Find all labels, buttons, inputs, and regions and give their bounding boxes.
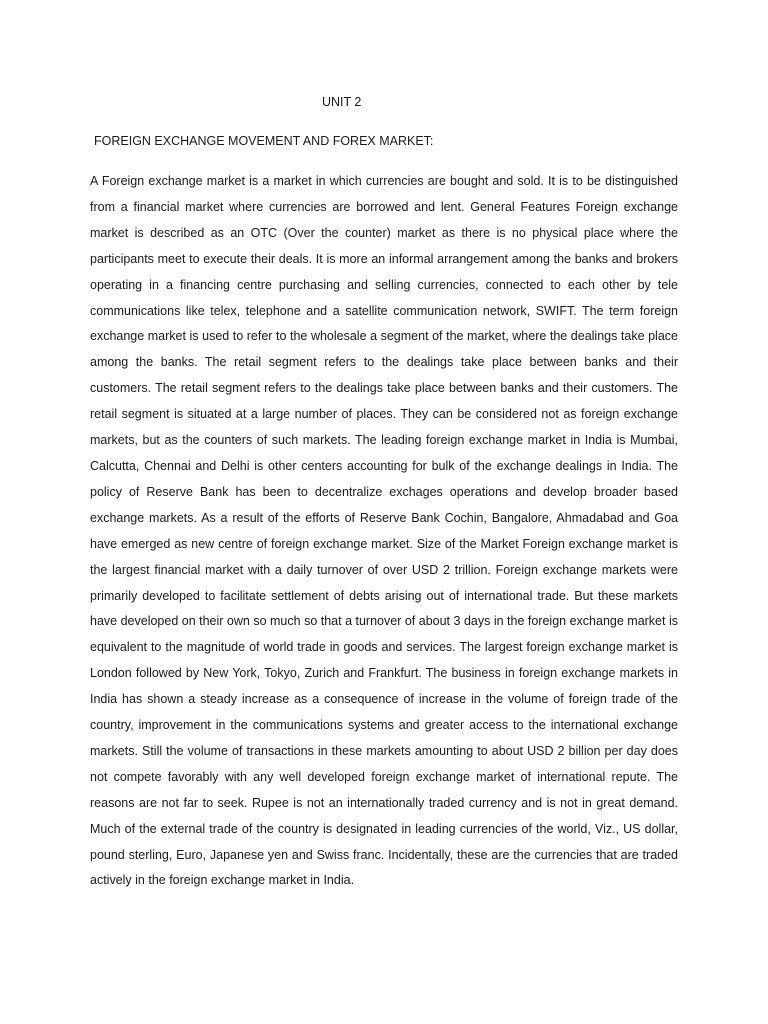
unit-title: UNIT 2 — [322, 95, 362, 109]
section-heading: FOREIGN EXCHANGE MOVEMENT AND FOREX MARKET: — [94, 134, 434, 148]
body-paragraph: A Foreign exchange market is a market in which currencies are bought and sold. It is to be distinguished from a financial market where currencies are borrowed and lent. General Features Foreign exchange market is described as an OTC (Over the counter) market as there is no physical place where the participants meet to execute their deals. It is more an informal arrangement among the banks and brokers operating in a financing centre purchasing and selling currencies, connected to each other by tele communications like telex, telephone and a satellite communication network, SWIFT. The term foreign exchange market is used to refer to the wholesale a segment of the market, where the dealings take place among the banks. The retail segment refers to the dealings take place between banks and their customers. The retail segment refers to the dealings take place between banks and their customers. The retail segment is situated at a large number of places. They can be considered not as foreign exchange markets, but as the counters of such markets. The leading foreign exchange market in India is Mumbai, Calcutta, Chennai and Delhi is other centers accounting for bulk of the exchange dealings in India. The policy of Reserve Bank has been to decentralize exchages operations and develop broader based exchange markets. As a result of the efforts of Reserve Bank Cochin, Bangalore, Ahmadabad and Goa have emerged as new centre of foreign exchange market. Size of the Market Foreign exchange market is the largest financial market with a daily turnover of over USD 2 trillion. Foreign exchange markets were primarily developed to facilitate settlement of debts arising out of international trade. But these markets have developed on their own so much so that a turnover of about 3 days in the foreign exchange market is equivalent to the magnitude of world trade in goods and services. The largest foreign exchange market is London followed by New York, Tokyo, Zurich and Frankfurt. The business in foreign exchange markets in India has shown a steady increase as a consequence of increase in the volume of foreign trade of the country, improvement in the communications systems and greater access to the international exchange markets. Still the volume of transactions in these markets amounting to about USD 2 billion per day does not compete favorably with any well developed foreign exchange market of international repute. The reasons are not far to seek. Rupee is not an internationally traded currency and is not in great demand. Much of the external trade of the country is designated in leading currencies of the world, Viz., US dollar, pound sterling, Euro, Japanese yen and Swiss franc. Incidentally, these are the currencies that are traded actively in the foreign exchange market in India. — [90, 174, 678, 888]
